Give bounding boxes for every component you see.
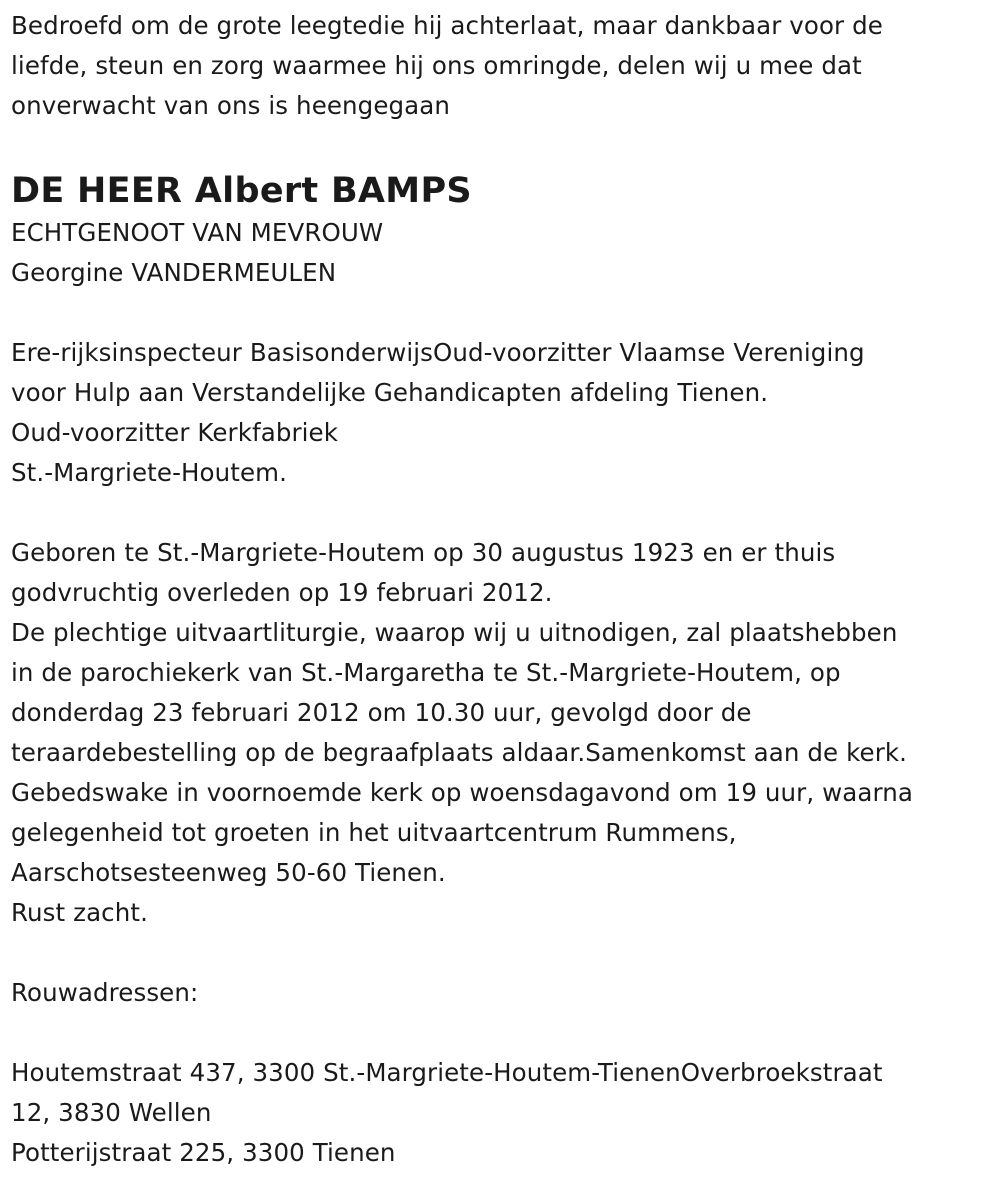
details-line: in de parochiekerk van St.-Margaretha te St.-Margriete-Houtem, op — [11, 658, 841, 687]
spacer — [11, 1013, 989, 1053]
details-line: gelegenheid tot groeten in het uitvaartcentrum Rummens, — [11, 818, 737, 847]
details-line: Gebedswake in voornoemde kerk op woensdagavond om 19 uur, waarna — [11, 778, 913, 807]
intro-line: liefde, steun en zorg waarmee hij ons omringde, delen wij u mee dat — [11, 51, 862, 80]
address-line: Houtemstraat 437, 3300 St.-Margriete-Houtem-TienenOverbroekstraat — [11, 1058, 883, 1087]
functions-line: Oud-voorzitter Kerkfabriek — [11, 418, 339, 447]
intro-line: onverwacht van ons is heengegaan — [11, 91, 450, 120]
address-line: Potterijstraat 225, 3300 Tienen — [11, 1138, 396, 1167]
spouse-name: Georgine VANDERMEULEN — [11, 258, 337, 287]
addresses-heading-block — [11, 973, 989, 1013]
functions-line: voor Hulp aan Verstandelijke Gehandicapten afdeling Tienen. — [11, 378, 769, 407]
details-line: teraardebestelling op de begraafplaats aldaar.Samenkomst aan de kerk. — [11, 738, 908, 767]
details-paragraph — [11, 533, 989, 933]
details-line: godvruchtig overleden op 19 februari 2012. — [11, 578, 553, 607]
details-line: Geboren te St.-Margriete-Houtem op 30 augustus 1923 en er thuis — [11, 538, 836, 567]
spacer — [11, 493, 989, 533]
functions-line: Ere-rijksinspecteur BasisonderwijsOud-voorzitter Vlaamse Vereniging — [11, 338, 865, 367]
details-line: donderdag 23 februari 2012 om 10.30 uur, gevolgd door de — [11, 698, 752, 727]
deceased-name: DE HEER Albert BAMPS — [11, 171, 472, 211]
spouse-label: ECHTGENOOT VAN MEVROUW — [11, 218, 384, 247]
addresses-paragraph — [11, 1053, 989, 1173]
spacer — [11, 293, 989, 333]
intro-line: Bedroefd om de grote leegtedie hij achterlaat, maar dankbaar voor de — [11, 11, 883, 40]
address-line: 12, 3830 Wellen — [11, 1098, 212, 1127]
details-line: De plechtige uitvaartliturgie, waarop wij u uitnodigen, zal plaatshebben — [11, 618, 898, 647]
spacer — [11, 933, 989, 973]
intro-paragraph — [11, 6, 989, 126]
functions-paragraph — [11, 333, 989, 493]
functions-line: St.-Margriete-Houtem. — [11, 458, 287, 487]
addresses-heading: Rouwadressen: — [11, 978, 199, 1007]
spouse-block — [11, 213, 989, 293]
closing-line: Rust zacht. — [11, 898, 148, 927]
details-line: Aarschotsesteenweg 50-60 Tienen. — [11, 858, 446, 887]
